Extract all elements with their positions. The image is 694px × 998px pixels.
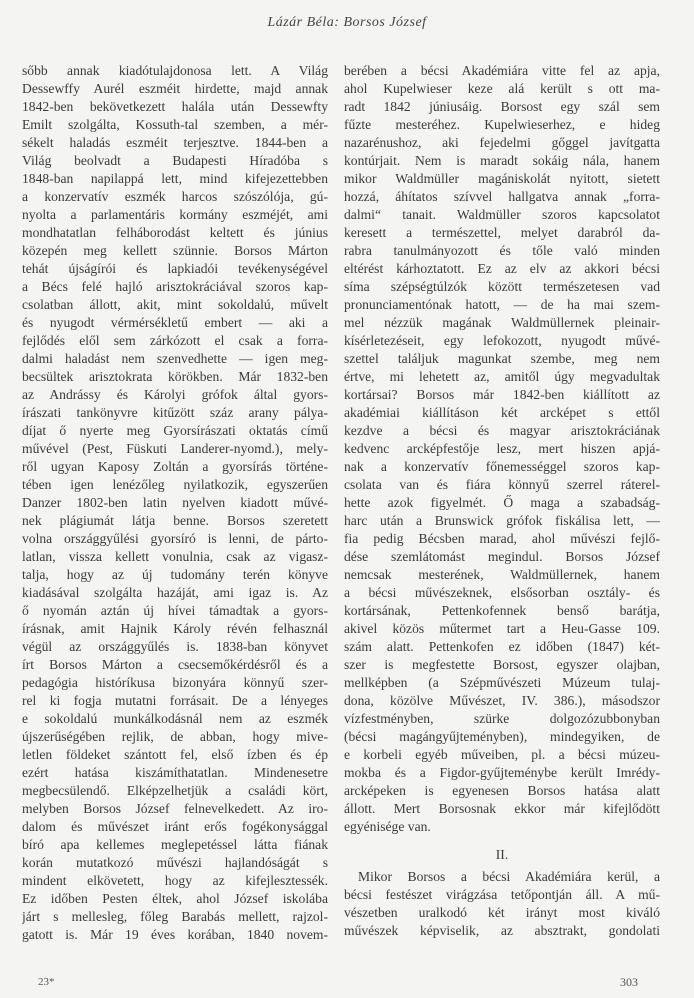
text-line: rabra tanulmányozott és tőle való minden [344, 243, 660, 258]
text-line: vízfestményben, szürke dolgozózubbonyban [344, 711, 660, 726]
text-line: pronunciamentónak hatott, — de ha mai szem- [344, 297, 660, 312]
text-line: dalmi“ tanait. Waldmüller szoros kapcsolatot [344, 207, 660, 222]
text-line: csolatban állott, akit, mint sokoldalú, művelt [22, 297, 328, 312]
text-line: e sokoldalú munkálkodásnál nem az eszmék [22, 711, 328, 726]
page-number: 303 [620, 975, 638, 989]
text-line: becsültek arisztokrata körökben. Már 1832-ben [22, 369, 328, 384]
text-line: akadémiai kiállításon két arcképet s ettől [344, 405, 660, 420]
text-line: talja, hogy az új tudomány terén könyve [22, 567, 328, 582]
text-line: nek plágiumát látja benne. Borsos szeretett [22, 513, 328, 528]
text-line: tében igen lenézőleg nyilatkozik, egyszerűen [22, 477, 328, 492]
text-line: Mikor Borsos a bécsi Akadémiára kerül, a [358, 869, 660, 884]
text-line: ről ugyan Kaposy Zoltán a gyorsírás történe- [22, 459, 328, 474]
text-line: kedvenc arcképfestője lesz, mert hiszen apjá- [344, 441, 660, 456]
text-line: mellképben (a Szépművészeti Múzeum tulaj- [344, 675, 660, 690]
text-line: kezdve a bécsi és magyar arisztokráciának [344, 423, 660, 438]
text-line: latlan, vissza kellett vonulnia, csak az vigasz- [22, 549, 328, 564]
text-line: arcképeken is egyenesen Borsos hatása alatt [344, 783, 660, 798]
text-line: dona, közölve Művészet, IV. 386.), másodszor [344, 693, 660, 708]
text-line: közepén meg kellett szünnie. Borsos Márton [22, 243, 328, 258]
text-line: Emilt szolgálta, Kossuth-tal szemben, a mér- [22, 117, 328, 132]
text-line: bécsi festészet virágzása tetőpontján áll. A mű- [344, 887, 660, 902]
text-line: e korbeli egyéb műveiben, pl. a bécsi múzeu- [344, 747, 660, 762]
text-line: dése szemlátomást megindul. Borsos József [344, 549, 660, 564]
text-line: egyénisége van. [344, 819, 431, 834]
text-line: kortársának, Pettenkofennek benső barátja, [344, 603, 660, 618]
text-line: radt 1842 júniusáig. Borsost egy szál sem [344, 99, 660, 114]
text-line: ő nyomán aztán új hívei támadtak a gyors- [22, 603, 328, 618]
text-line: dalmi haladást nem szenvedhette — igen meg- [22, 351, 328, 366]
text-line: Ez időben Pesten éltek, ahol József iskolába [22, 891, 328, 906]
text-line: pedagógia históríkusa bizonyára könnyű szer- [22, 675, 328, 690]
text-line: harc után a Brunswick grófok fiskálisa lett, — [344, 513, 660, 528]
text-line: végül az országgyűlés is. 1838-ban könyvet [22, 639, 328, 654]
text-line: járt s mellesleg, főleg Barabás mellett, rajzol- [22, 909, 328, 924]
text-line: állott. Mert Borsosnak ekkor már kifejlődött [344, 801, 660, 816]
text-line: (bécsi magángyűjteményben), mindegyiken, de [344, 729, 660, 744]
text-line: újszerűségében rejlik, de abban, hogy mive- [22, 729, 328, 744]
text-line: vészetben uralkodó két irányt most kiváló [344, 905, 660, 920]
text-line: ahol Kupelwieser keze alá került s ott ma- [344, 81, 660, 96]
text-line: mindent elkövetett, hogy az kifejlesztessék. [22, 873, 328, 888]
text-line: a Bécs felé hajló arisztokráciával szoros kap- [22, 279, 328, 294]
text-line: korán mutatkozó művészi hajlandóságát s [22, 855, 328, 870]
text-line: írászati tankönyvre kitűzött száz arany pálya- [22, 405, 328, 420]
text-line: nazarénushoz, aki fejedelmi gőggel javítgatta [344, 135, 660, 150]
text-line: sékelt haladás eszméit terjesztve. 1844-ben a [22, 135, 328, 150]
text-line: fia pedig Bécsben marad, ahol művészi fejlő- [344, 531, 660, 546]
text-line: díjat ő nyerte meg Gyorsírászati oktatás című [22, 423, 328, 438]
text-line: sőbb annak kiadótulajdonosa lett. A Világ [22, 63, 328, 78]
text-line: bíró apa kellemes meglepetéssel látta fiának [22, 837, 328, 852]
text-line: kontúrjait. Nem is maradt sokáig nála, hanem [344, 153, 660, 168]
text-line: művészek képviselik, az absztrakt, gondolati [344, 923, 660, 938]
text-line: kísérletezéseit, egy lefokozott, nyugodt művé- [344, 333, 660, 348]
text-line: mel nézzük magának Waldmüllernek pleinair- [344, 315, 660, 330]
text-line: keresett a természettel, melyet darabról da- [344, 225, 660, 240]
text-line: művével (Pest, Füskuti Landerer-nyomd.), mely- [22, 441, 328, 456]
text-line: szettel találjuk magunkat szembe, meg nem [344, 351, 660, 366]
text-line: tehát újságírói és lapkiadói tevékenységével [22, 261, 328, 276]
text-line: csolata van és fiára könnyű szerrel ráterel- [344, 477, 660, 492]
text-line: eltérést kárhoztatott. Ez az elv az akkori bécsi [344, 261, 660, 276]
right-column [344, 62, 660, 940]
text-line: nemcsak mesterének, Waldmüllernek, hanem [344, 567, 660, 582]
text-line: 1848-ban napilappá lett, mind kifejezettebben [22, 171, 328, 186]
text-line: dalom és művészet iránt erős fogékonysággal [22, 819, 328, 834]
text-line: Danzer 1802-ben latin nyelven kiadott művé- [22, 495, 328, 510]
signature-mark: 23* [38, 976, 55, 988]
text-line: hette azok figyelmét. Ő maga a szabadság- [344, 495, 660, 510]
text-line: fűzte mesteréhez. Kupelwieserhez, e hideg [344, 117, 660, 132]
text-line: berében a bécsi Akadémiára vitte fel az apja, [344, 63, 660, 78]
text-line: letlen földeket szántott fel, első ízben és ép [22, 747, 328, 762]
text-line: síma szépségtúlzók között természetesen vad [344, 279, 660, 294]
text-line: írásnak, amit Hajnik Károly révén felhasznál [22, 621, 328, 636]
text-line: szám alatt. Pettenkofen ez időben (1847) két- [344, 639, 660, 654]
text-line: nyolta a parlamentáris kormány eszméjét, ami [22, 207, 328, 222]
text-line: melyben Borsos József felnevelkedett. Az iro- [22, 801, 328, 816]
text-line: megbecsülendő. Elképzelhetjük a családi kört, [22, 783, 328, 798]
text-line: írt Borsos Márton a csecsemőkérdésről és a [22, 657, 328, 672]
running-head: Lázár Béla: Borsos József [267, 15, 427, 30]
text-line: mondhatatlan felháborodást keltett és június [22, 225, 328, 240]
text-line: 1842-ben bekövetkezett halála után Dessewfty [22, 99, 328, 114]
text-line: értve, mi lehetett az, amitől úgy megvadultak [344, 369, 660, 384]
text-line: mikor Waldmüller magániskolát nyitott, sietett [344, 171, 660, 186]
text-line: mokba és a Figdor-gyűjteménybe került Imrédy- [344, 765, 660, 780]
text-line: az Andrássy és Károlyi grófok által gyors- [22, 387, 328, 402]
section-heading: II. [495, 847, 509, 862]
text-line: a konzervatív eszmék harcos szószólója, gú- [22, 189, 328, 204]
text-line: Dessewffy Aurél eszméit hirdette, majd annak [22, 81, 328, 96]
text-line: ezért hatása kiszámíthatatlan. Mindenesetre [22, 765, 328, 780]
text-line: rel ki fogja mutatni forrásait. De a lényeges [22, 693, 328, 708]
text-line: a bécsi művészeknek, elsősorban osztály- és [344, 585, 660, 600]
text-line: szer is megfestette Borsost, egyszer olajban, [344, 657, 660, 672]
text-line: és nyugodt vérmérsékletű embert — aki a [22, 315, 328, 330]
text-line: kiadásával szolgálta hazáját, ami igaz is. Az [22, 585, 328, 600]
text-line: hozzá, áhítatos szívvel hallgatva annak „forra- [344, 189, 660, 204]
text-line: fejlődés elől sem zárkózott el csak a forra- [22, 333, 328, 348]
text-line: kortársai? Borsos már 1842-ben kiállított az [344, 387, 660, 402]
text-line: volna országgyűlési gyorsíró is lenni, de párto- [22, 531, 328, 546]
text-line: akivel közös műtermet tart a Heu-Gasse 109. [344, 621, 660, 636]
text-line: nak a konzervatív főnemességgel szoros kap- [344, 459, 660, 474]
text-line: gatott is. Már 19 éves korában, 1840 novem- [22, 927, 328, 942]
left-column [22, 62, 328, 944]
text-line: Világ beolvadt a Budapesti Híradóba s [22, 153, 328, 168]
